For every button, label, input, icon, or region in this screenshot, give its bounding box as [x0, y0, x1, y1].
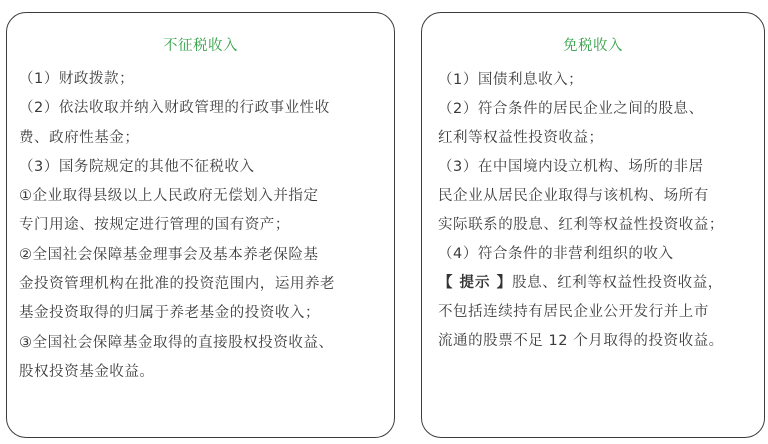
text-line: 不包括连续持有居民企业公开发行并上市: [438, 304, 709, 320]
text-line: （4）符合条件的非营利组织的收入: [438, 246, 674, 262]
text-line: 股权投资基金收益。: [19, 363, 155, 380]
text-line: 流通的股票不足 12 个月取得的投资收益。: [438, 333, 724, 349]
text-line: 民企业从居民企业取得与该机构、场所有: [438, 188, 709, 204]
text-line: ①企业取得县级以上人民政府无偿划入并指定: [19, 188, 319, 205]
text-line: （3）在中国境内设立机构、场所的非居: [438, 159, 704, 175]
text-line: （2）依法收取并纳入财政管理的行政事业性收: [19, 100, 330, 117]
text-line: （2）符合条件的居民企业之间的股息、: [438, 101, 704, 117]
tip-line: [438, 271, 724, 300]
text-line: （1）财政拨款；: [19, 71, 135, 87]
non-taxable-income-card: [6, 12, 395, 438]
card-body: [438, 68, 724, 358]
tip-label: 【 提示 】: [438, 275, 513, 291]
card-title: 不征税收入: [163, 38, 238, 54]
text-line: 红利等权益性投资收益；: [438, 130, 604, 146]
text-line: ③全国社会保障基金取得的直接股权投资收益、: [19, 334, 334, 351]
text-line: 专门用途、按规定进行管理的国有资产；: [19, 217, 290, 234]
tip-text: 股息、红利等权益性投资收益，: [512, 275, 723, 291]
text-line: 基金投资取得的归属于养老基金的投资收入；: [19, 305, 320, 322]
text-line: 金投资管理机构在批准的投资范围内，运用养老: [19, 276, 336, 293]
text-line: 费、政府性基金；: [19, 129, 140, 146]
text-line: （3）国务院规定的其他不征税收入: [19, 158, 255, 175]
text-line: 实际联系的股息、红利等权益性投资收益；: [438, 217, 724, 233]
tax-exempt-income-card: [421, 12, 765, 438]
card-title: 免税收入: [563, 38, 623, 54]
text-line: （1）国债利息收入；: [438, 72, 584, 88]
card-body: [19, 67, 335, 389]
text-line: ②全国社会保障基金理事会及基本养老保险基: [19, 246, 319, 263]
